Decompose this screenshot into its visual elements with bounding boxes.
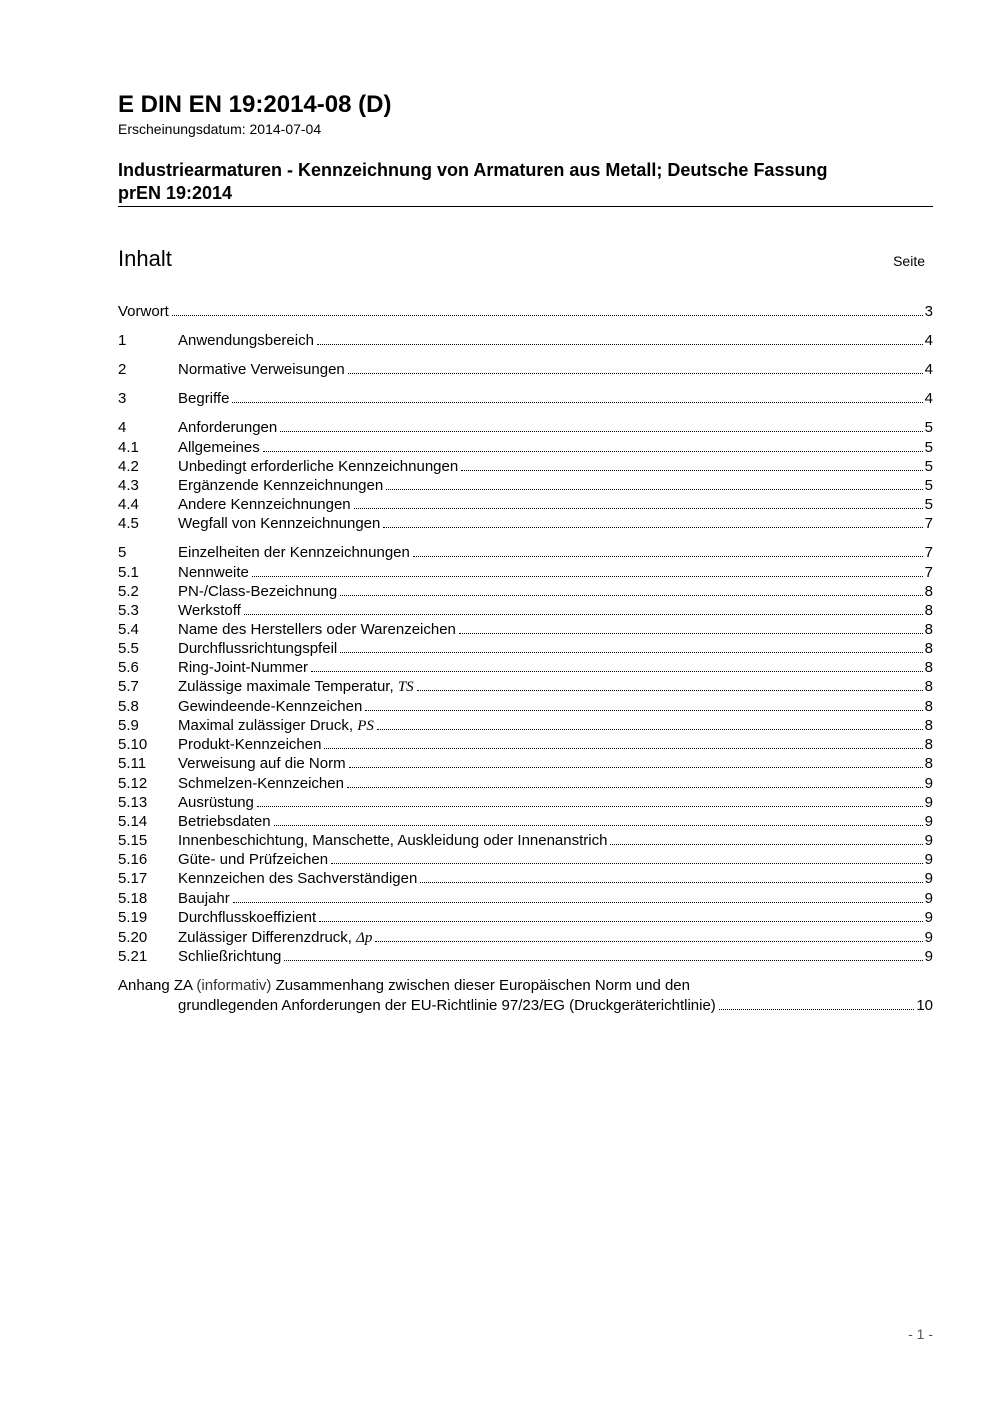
toc-leader-dots — [719, 996, 915, 1010]
toc-leader-dots — [280, 418, 922, 432]
toc-entry-page: 8 — [924, 659, 933, 676]
toc-entry-title-text: Normative Verweisungen — [178, 361, 345, 378]
toc-entry-title-text: Wegfall von Kennzeichnungen — [178, 515, 381, 532]
toc-entry-title — [178, 831, 607, 850]
toc-entry-title-text: Allgemeines — [178, 439, 260, 456]
toc-entry-title-text: Name des Herstellers oder Warenzeichen — [178, 621, 456, 638]
toc-entry-title-text: Baujahr — [178, 890, 230, 907]
toc-entry-title — [178, 543, 410, 562]
toc-entry-page: 9 — [924, 870, 933, 887]
toc-entry[interactable] — [118, 947, 933, 966]
toc-entry-title — [178, 928, 372, 948]
toc-entry-number: 5.13 — [118, 794, 148, 811]
toc-entry-title — [178, 889, 230, 908]
toc-entry-title — [178, 639, 337, 658]
document-id: E DIN EN 19:2014-08 (D) — [118, 91, 392, 118]
toc-entry-page: 8 — [924, 717, 933, 734]
toc-entry-title — [178, 457, 458, 476]
toc-entry-title — [118, 302, 169, 321]
toc-entry-title-text: Betriebsdaten — [178, 813, 271, 830]
toc-entry-number: 5.20 — [118, 929, 148, 946]
toc-entry-page: 8 — [924, 640, 933, 657]
toc-entry-title-text: Begriffe — [178, 390, 230, 407]
toc-entry[interactable] — [118, 658, 933, 677]
toc-leader-dots — [386, 476, 922, 490]
toc-entry-title — [178, 658, 308, 677]
toc-entry-title — [178, 697, 362, 716]
toc-entry[interactable] — [118, 418, 933, 437]
toc-entry-title — [178, 947, 281, 966]
toc-entry-title-text: Anforderungen — [178, 419, 278, 436]
toc-entry-title-text: Ausrüstung — [178, 794, 254, 811]
toc-entry-number: 5.15 — [118, 832, 148, 849]
toc-leader-dots — [365, 697, 922, 711]
toc-leader-dots — [347, 774, 923, 788]
toc-leader-dots — [354, 495, 923, 509]
toc-entry-title — [178, 677, 414, 697]
toc-entry-title — [178, 908, 316, 927]
toc-entry-number: 3 — [118, 390, 127, 407]
toc-entry-number: 5.12 — [118, 775, 148, 792]
toc-entry-title-text: Ergänzende Kennzeichnungen — [178, 477, 384, 494]
toc-entry-title — [178, 563, 249, 582]
toc-entry-symbol: Δp — [356, 930, 373, 946]
toc-entry-page: 8 — [924, 755, 933, 772]
toc-leader-dots — [317, 331, 923, 345]
toc-entry-number: 5.19 — [118, 909, 148, 926]
toc-entry[interactable] — [118, 620, 933, 639]
toc-entry[interactable] — [118, 716, 933, 735]
toc-entry-number: 5 — [118, 544, 127, 561]
toc-entry-number: 4.5 — [118, 515, 139, 532]
toc-entry[interactable] — [118, 457, 933, 476]
toc-entry[interactable] — [118, 697, 933, 716]
toc-entry-number: 4.3 — [118, 477, 139, 494]
toc-leader-dots — [375, 928, 922, 942]
toc-entry-page: 9 — [924, 909, 933, 926]
toc-entry-title — [178, 812, 271, 831]
toc-entry[interactable] — [118, 735, 933, 754]
toc-entry-title-text: Ring-Joint-Nummer — [178, 659, 309, 676]
toc-entry[interactable] — [118, 360, 933, 379]
toc-leader-dots — [233, 889, 923, 903]
toc-entry-number: 5.6 — [118, 659, 139, 676]
toc-leader-dots — [417, 677, 923, 691]
toc-leader-dots — [348, 360, 923, 374]
toc-entry-page: 9 — [924, 890, 933, 907]
toc-entry[interactable] — [118, 754, 933, 773]
toc-entry-number: 1 — [118, 332, 127, 349]
toc-entry-page: 8 — [924, 621, 933, 638]
toc-leader-dots — [172, 302, 923, 316]
toc-entry-page: 9 — [924, 832, 933, 849]
annex-label: Anhang ZA — [118, 977, 193, 994]
toc-entry-page: 3 — [924, 303, 933, 320]
toc-entry-title-text: Innenbeschichtung, Manschette, Auskleidung oder Innenanstrich — [178, 832, 608, 849]
toc-leader-dots — [340, 639, 922, 653]
toc-entry-title-text: Andere Kennzeichnungen — [178, 496, 351, 513]
toc-leader-dots — [244, 601, 923, 615]
toc-entry-title-text: Durchflusskoeffizient — [178, 909, 317, 926]
toc-entry[interactable] — [118, 889, 933, 908]
title-divider — [118, 206, 933, 207]
toc-leader-dots — [461, 457, 922, 471]
toc-entry-number: 5.8 — [118, 698, 139, 715]
toc-entry[interactable] — [118, 331, 933, 350]
toc-leader-dots — [331, 850, 923, 864]
toc-entry-number: 5.3 — [118, 602, 139, 619]
toc-leader-dots — [311, 658, 923, 672]
toc-entry-number: 5.1 — [118, 564, 139, 581]
toc-entry-page: 8 — [924, 736, 933, 753]
toc-entry-number: 4.4 — [118, 496, 139, 513]
toc-entry-title — [178, 793, 254, 812]
annex-entry-line-2 — [178, 996, 933, 1015]
toc-entry-page: 5 — [924, 458, 933, 475]
toc-leader-dots — [413, 543, 923, 557]
toc-entry[interactable] — [118, 793, 933, 812]
toc-entry-page: 7 — [924, 564, 933, 581]
toc-entry-page: 9 — [924, 929, 933, 946]
toc-leader-dots — [319, 908, 923, 922]
toc-entry-page: 9 — [924, 775, 933, 792]
toc-entry-page: 5 — [924, 496, 933, 513]
toc-entry[interactable] — [118, 543, 933, 562]
toc-entry-title — [178, 582, 337, 601]
toc-entry-title — [178, 514, 380, 533]
toc-entry[interactable] — [118, 601, 933, 620]
toc-entry-title — [178, 418, 277, 437]
toc-entry[interactable] — [118, 302, 933, 321]
toc-entry-number: 4.2 — [118, 458, 139, 475]
annex-type: (informativ) — [196, 977, 272, 994]
toc-entry[interactable] — [118, 850, 933, 869]
annex-entry-line-1 — [118, 976, 933, 995]
toc-entry-title-text: Güte- und Prüfzeichen — [178, 851, 329, 868]
toc-entry-title-text: Schmelzen-Kennzeichen — [178, 775, 344, 792]
toc-leader-dots — [383, 514, 922, 528]
page-number: - 1 - — [908, 1326, 933, 1342]
toc-entry-page: 5 — [924, 477, 933, 494]
document-title — [118, 159, 933, 205]
toc-entry-title-text: Maximal zulässiger Druck, — [178, 717, 358, 734]
toc-entry-title-text: Produkt-Kennzeichen — [178, 736, 322, 753]
toc-entry[interactable] — [118, 677, 933, 696]
toc-entry-title-text: Anwendungsbereich — [178, 332, 314, 349]
toc-entry-number: 5.21 — [118, 948, 148, 965]
toc-entry-title — [178, 601, 241, 620]
document-page — [118, 0, 933, 1403]
toc-entry[interactable] — [118, 812, 933, 831]
toc-heading: Inhalt — [118, 246, 172, 271]
toc-entry-title-text: Gewindeende-Kennzeichen — [178, 698, 363, 715]
toc-entry-page: 8 — [924, 698, 933, 715]
toc-entry[interactable] — [118, 869, 933, 888]
toc-entry[interactable] — [118, 774, 933, 793]
toc-leader-dots — [610, 831, 922, 845]
toc-entry[interactable] — [118, 438, 933, 457]
toc-entry-page: 5 — [924, 419, 933, 436]
toc-leader-dots — [340, 582, 922, 596]
toc-entry-page: 4 — [924, 390, 933, 407]
toc-entry-title — [178, 476, 383, 495]
toc-entry-title-text: Kennzeichen des Sachverständigen — [178, 870, 418, 887]
toc-entry-title-text: PN-/Class-Bezeichnung — [178, 583, 338, 600]
toc-entry-title — [178, 754, 346, 773]
toc-entry-number: 5.4 — [118, 621, 139, 638]
toc-entry-page: 8 — [924, 602, 933, 619]
toc-entry[interactable] — [118, 563, 933, 582]
toc-entry-title — [178, 438, 260, 457]
toc-leader-dots — [257, 793, 923, 807]
toc-entry-number: 5.10 — [118, 736, 148, 753]
annex-title-line-2: grundlegenden Anforderungen der EU-Richtlinie 97/23/EG (Druckgeräterichtlinie) — [178, 997, 716, 1014]
toc-entry-page: 4 — [924, 332, 933, 349]
toc-entry-title-text: Schließrichtung — [178, 948, 282, 965]
toc-entry-symbol: TS — [397, 679, 414, 695]
toc-entry-number: 5.7 — [118, 678, 139, 695]
toc-entry-title — [178, 389, 229, 408]
toc-entry-title-text: Nennweite — [178, 564, 249, 581]
toc-entry[interactable] — [118, 639, 933, 658]
toc-entry-title — [178, 850, 328, 869]
toc-entry-number: 5.11 — [118, 755, 147, 772]
toc-entry[interactable] — [118, 476, 933, 495]
toc-entry-title-text: Verweisung auf die Norm — [178, 755, 346, 772]
toc-entry-title-text: Vorwort — [118, 303, 169, 320]
toc-entry-number: 4.1 — [118, 439, 139, 456]
toc-entry-title-text: Zulässiger Differenzdruck, — [178, 929, 357, 946]
toc-leader-dots — [377, 716, 923, 730]
toc-entry-title-text: Durchflussrichtungspfeil — [178, 640, 338, 657]
toc-leader-dots — [349, 754, 923, 768]
toc-entry[interactable] — [118, 908, 933, 927]
toc-entry-number: 5.5 — [118, 640, 139, 657]
document-title-line-1: Industriearmaturen - Kennzeichnung von Armaturen aus Metall; Deutsche Fassung — [118, 160, 828, 180]
toc-entry-number: 4 — [118, 419, 127, 436]
toc-entry-number: 5.17 — [118, 870, 148, 887]
toc-leader-dots — [324, 735, 922, 749]
toc-leader-dots — [263, 438, 923, 452]
toc-entry-title — [178, 774, 344, 793]
annex-page-number: 10 — [916, 997, 933, 1014]
toc-entry-number: 5.14 — [118, 813, 148, 830]
toc-entry-title-text: Unbedingt erforderliche Kennzeichnungen — [178, 458, 459, 475]
toc-entry-title — [178, 869, 417, 888]
toc-entry[interactable] — [118, 582, 933, 601]
toc-entry[interactable] — [118, 514, 933, 533]
toc-entry-page: 9 — [924, 851, 933, 868]
toc-entry[interactable] — [118, 928, 933, 947]
toc-entry-title — [178, 735, 321, 754]
toc-entry-number: 5.9 — [118, 717, 139, 734]
toc-entry[interactable] — [118, 389, 933, 408]
toc-entry-title — [178, 620, 456, 639]
toc-entry-page: 9 — [924, 948, 933, 965]
toc-leader-dots — [252, 563, 923, 577]
toc-entry-page: 4 — [924, 361, 933, 378]
toc-leader-dots — [274, 812, 923, 826]
toc-entry-page: 8 — [924, 678, 933, 695]
toc-entry-title — [178, 716, 374, 736]
annex-title-line-1: Zusammenhang zwischen dieser Europäischen Norm und den — [275, 977, 690, 994]
toc-entry-title — [178, 495, 351, 514]
toc-entry-symbol: PS — [357, 718, 374, 734]
toc-entry-number: 2 — [118, 361, 127, 378]
toc-entry-page: 9 — [924, 813, 933, 830]
toc-page-column-label: Seite — [893, 253, 925, 269]
toc-entry-page: 9 — [924, 794, 933, 811]
toc-entry-number: 5.16 — [118, 851, 148, 868]
toc-entry-page: 7 — [924, 544, 933, 561]
toc-leader-dots — [459, 620, 923, 634]
toc-entry-page: 7 — [924, 515, 933, 532]
toc-entry-page: 5 — [924, 439, 933, 456]
toc-entry-title-text: Werkstoff — [178, 602, 241, 619]
toc-entry-number: 5.18 — [118, 890, 148, 907]
toc-leader-dots — [232, 389, 922, 403]
toc-entry-number: 5.2 — [118, 583, 139, 600]
toc-entry-title — [178, 360, 345, 379]
toc-entry-page: 8 — [924, 583, 933, 600]
document-title-line-2: prEN 19:2014 — [118, 183, 233, 203]
publication-date: Erscheinungsdatum: 2014-07-04 — [118, 121, 322, 137]
toc-entry-title — [178, 331, 314, 350]
toc-entry-title-text: Einzelheiten der Kennzeichnungen — [178, 544, 410, 561]
toc-entry-title-text: Zulässige maximale Temperatur, — [178, 678, 398, 695]
toc-entry[interactable] — [118, 495, 933, 514]
toc-entry[interactable] — [118, 831, 933, 850]
toc-leader-dots — [284, 947, 922, 961]
toc-leader-dots — [420, 869, 922, 883]
